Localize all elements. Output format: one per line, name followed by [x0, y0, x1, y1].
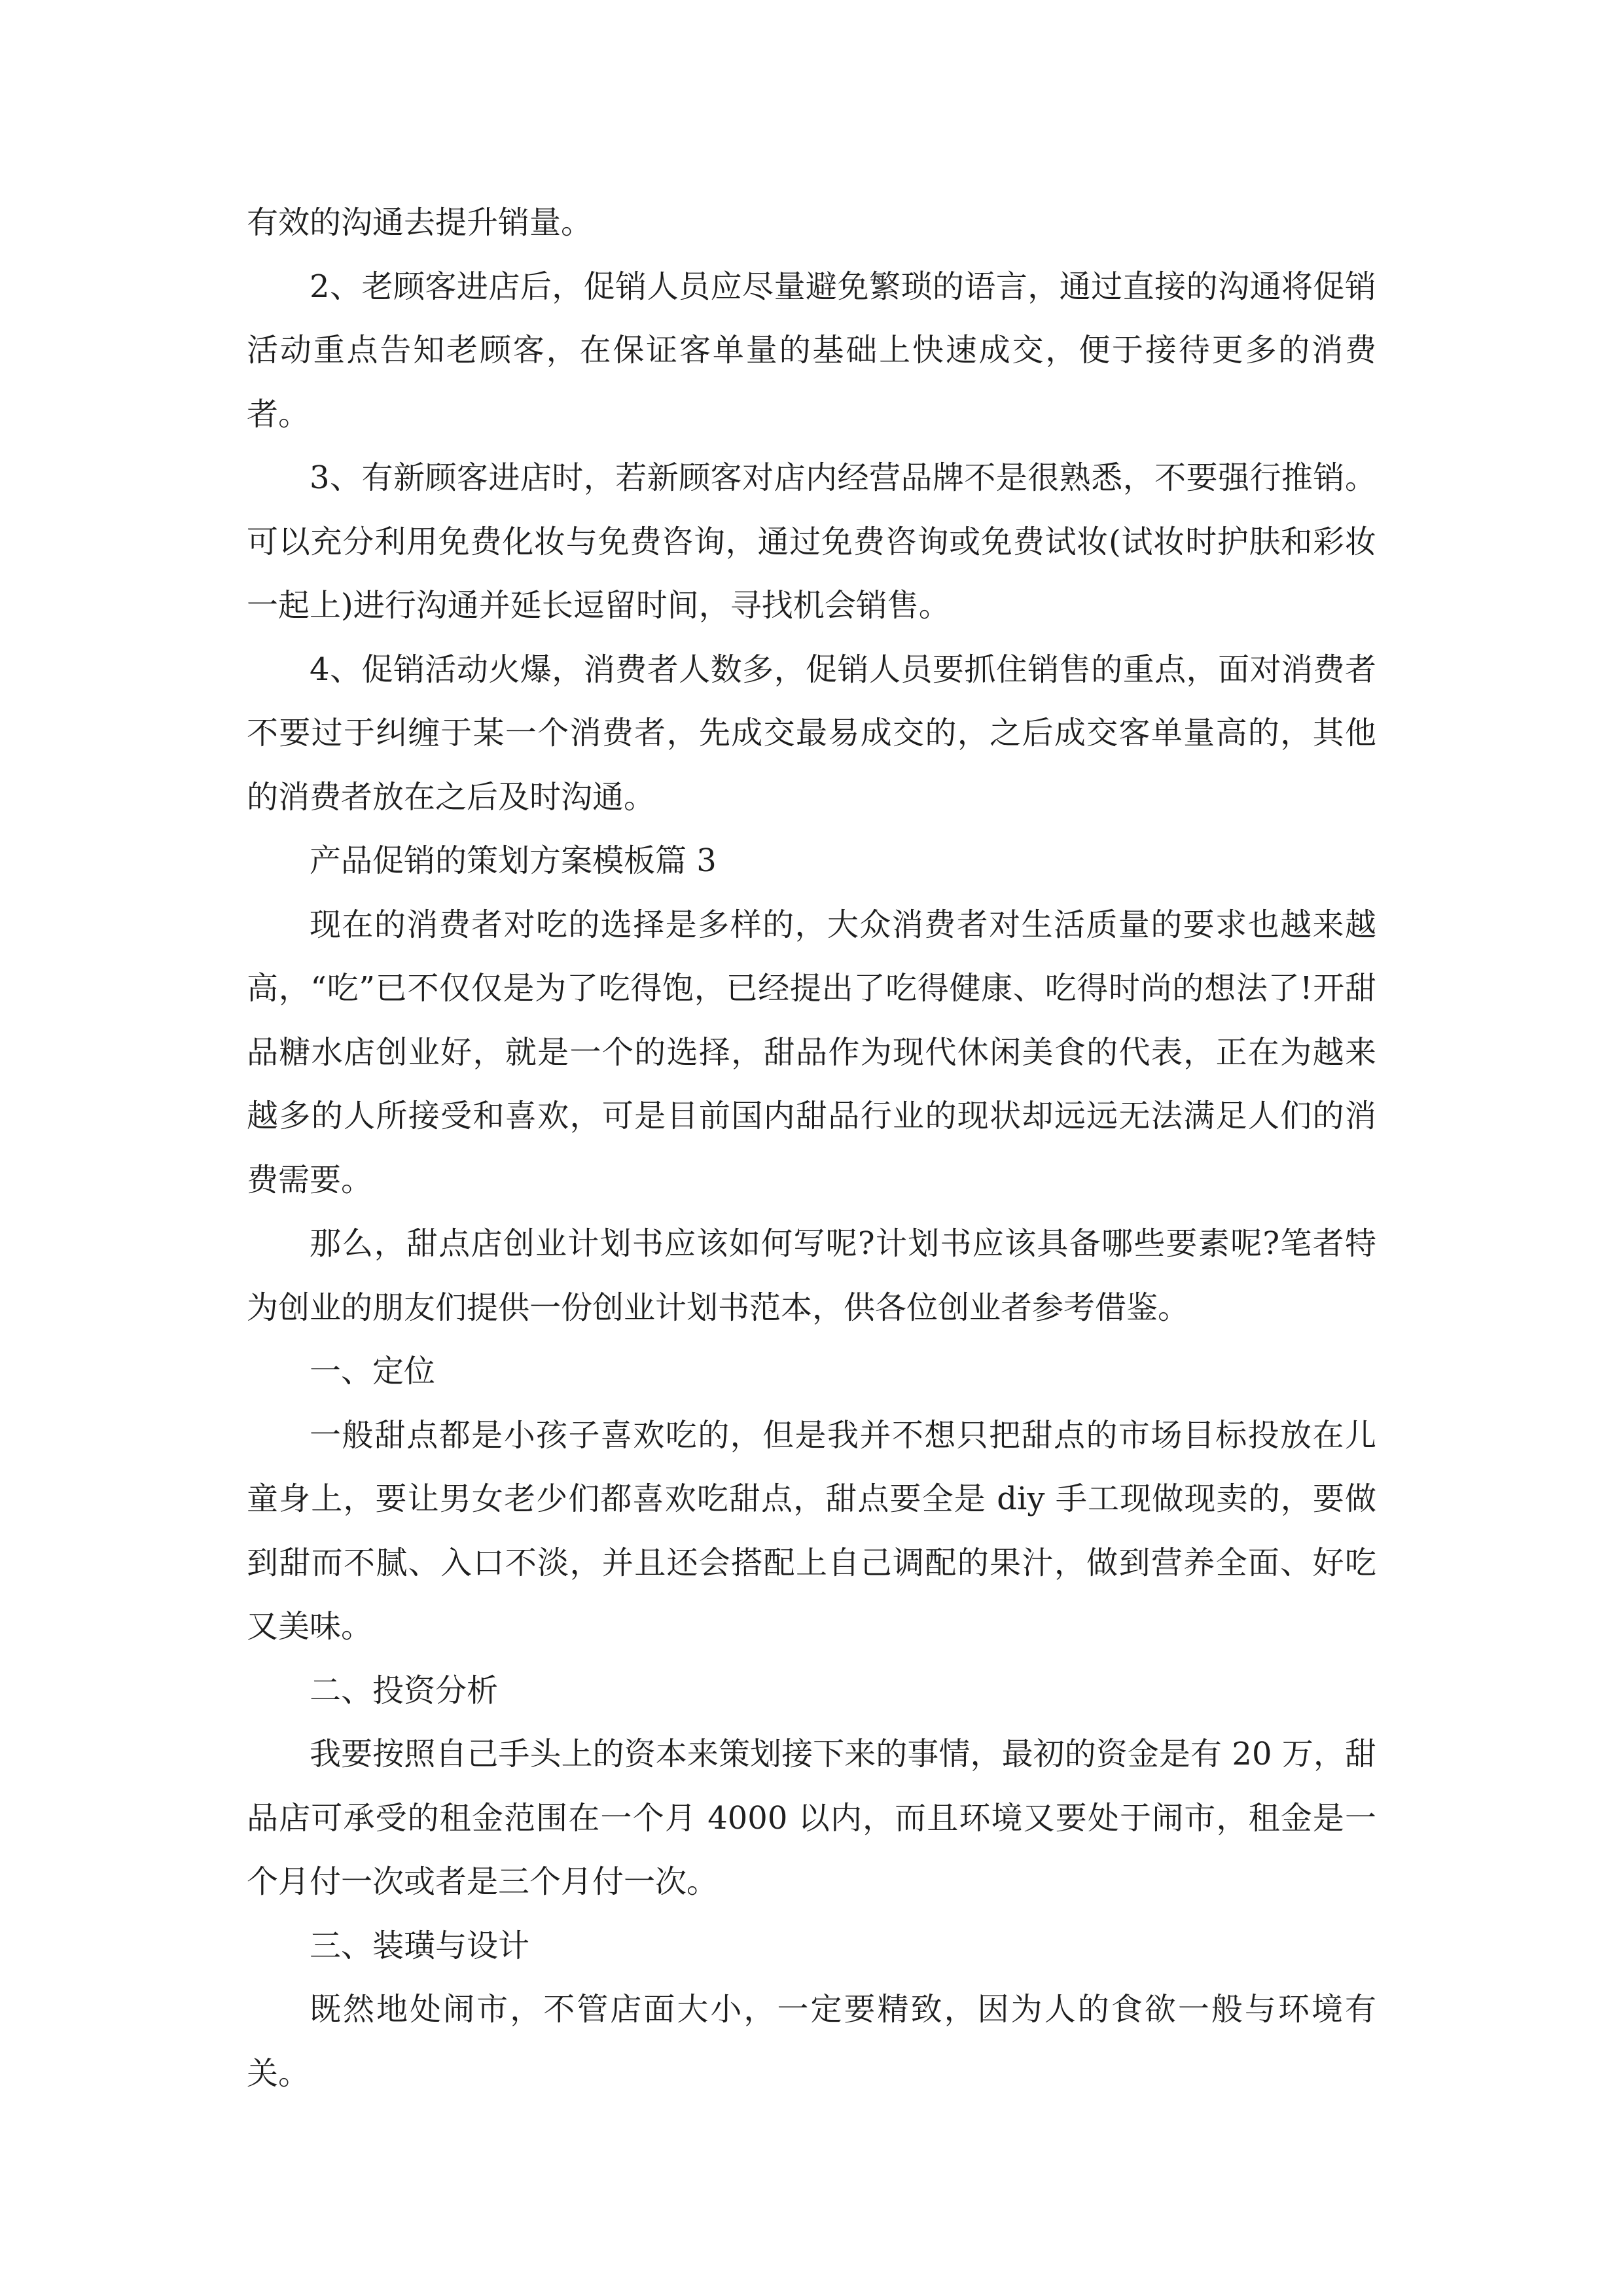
paragraph-item-3: 3、有新顾客进店时，若新顾客对店内经营品牌不是很熟悉，不要强行推销。可以充分利用免费化妆与免费咨询，通过免费咨询或免费试妆(试妆时护肤和彩妆一起上)进行沟通并延长逗留时间，寻找机会销售。 [247, 459, 1376, 624]
paragraph-continuation: 有效的沟通去提升销量。 [247, 204, 593, 241]
heading-positioning: 一、定位 [310, 1353, 436, 1390]
paragraph-intro: 现在的消费者对吃的选择是多样的，大众消费者对生活质量的要求也越来越高，“吃”已不仅仅是为了吃得饱，已经提出了吃得健康、吃得时尚的想法了!开甜品糖水店创业好，就是一个的选择，甜品作为现代休闲美食的代表，正在为越来越多的人所接受和喜欢，可是目前国内甜品行业的现状却远远无法满足人们的消费需要。 [247, 906, 1376, 1198]
paragraph-positioning: 一般甜点都是小孩子喜欢吃的，但是我并不想只把甜点的市场目标投放在儿童身上，要让男女老少们都喜欢吃甜点，甜点要全是 diy 手工现做现卖的，要做到甜而不腻、入口不淡，并且还会搭配上自己调配的果汁，做到营养全面、好吃又美味。 [247, 1416, 1376, 1645]
heading-decoration: 三、装璜与设计 [310, 1927, 530, 1964]
paragraph-item-2: 2、老顾客进店后，促销人员应尽量避免繁琐的语言，通过直接的沟通将促销活动重点告知老顾客，在保证客单量的基础上快速成交，便于接待更多的消费者。 [247, 268, 1376, 433]
paragraph-plan-intro: 那么，甜点店创业计划书应该如何写呢?计划书应该具备哪些要素呢?笔者特为创业的朋友们提供一份创业计划书范本，供各位创业者参考借鉴。 [247, 1225, 1376, 1326]
paragraph-item-4: 4、促销活动火爆，消费者人数多，促销人员要抓住销售的重点，面对消费者不要过于纠缠于某一个消费者，先成交最易成交的，之后成交客单量高的，其他的消费者放在之后及时沟通。 [247, 651, 1376, 816]
paragraph-investment: 我要按照自己手头上的资本来策划接下来的事情，最初的资金是有 20 万，甜品店可承受的租金范围在一个月 4000 以内，而且环境又要处于闹市，租金是一个月付一次或者是三个月付一次。 [247, 1736, 1376, 1900]
document-body [247, 191, 1376, 2106]
paragraph-decoration: 既然地处闹市，不管店面大小，一定要精致，因为人的食欲一般与环境有关。 [247, 1991, 1376, 2092]
heading-investment: 二、投资分析 [310, 1672, 499, 1709]
section-title: 产品促销的策划方案模板篇 3 [310, 842, 717, 879]
